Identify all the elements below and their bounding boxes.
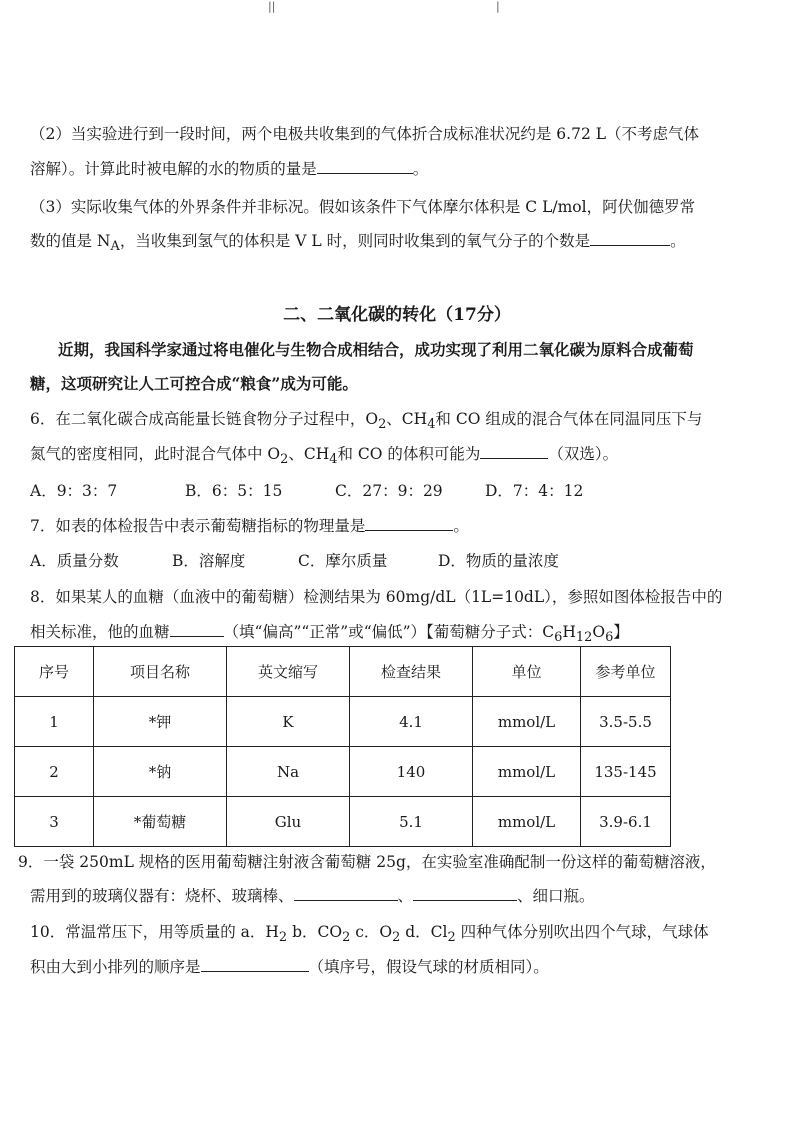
q10-line1 <box>30 920 709 945</box>
q7-end: 。 <box>453 517 469 535</box>
q10-line2 <box>30 955 549 977</box>
q10-text-a: 积由大到小排列的顺序是 <box>30 958 201 976</box>
q6-sub2: 2 <box>378 417 387 433</box>
q10-sub-cl2: 2 <box>447 930 456 946</box>
q2-end: 。 <box>412 160 429 178</box>
q6-l2a: 氮气的密度相同，此时混合气体中 O <box>30 445 281 463</box>
q3-end: 。 <box>670 232 686 250</box>
q8-text-e: 】 <box>613 623 629 641</box>
q3-sub: A <box>110 239 120 255</box>
q3-answer-blank[interactable] <box>590 231 670 246</box>
table-cell: mmol/L <box>473 747 581 797</box>
table-cell: 3 <box>15 797 94 847</box>
q7-options <box>30 549 559 571</box>
col-header-abbr: 英文缩写 <box>227 647 350 697</box>
q7-option-a[interactable]: A．质量分数 <box>30 552 119 570</box>
section-intro-2: 糖，这项研究让人工可控合成“粮食”成为可能。 <box>30 374 358 393</box>
q7-answer-blank[interactable] <box>365 516 453 531</box>
table-cell: *钠 <box>94 747 227 797</box>
q2-line1: （2）当实验进行到一段时间，两个电极共收集到的气体折合成标准状况约是 6.72 L（不考虑气体 <box>30 125 700 143</box>
q6-l2c: 和 CO 的体积可能为 <box>337 445 481 463</box>
q6-l1b: 、CH <box>386 410 428 428</box>
q7-option-b[interactable]: B．溶解度 <box>172 552 246 570</box>
q8-text-b: （填“偏高”“正常”或“偏低”）【葡萄糖分子式：C <box>223 623 555 641</box>
col-header-index: 序号 <box>15 647 94 697</box>
scan-mark-right: | <box>496 0 500 13</box>
q6-l2d: （双选）。 <box>548 445 619 463</box>
q8-text-a: 相关标准，他的血糖 <box>30 623 170 641</box>
q7-option-c[interactable]: C．摩尔质量 <box>298 552 388 570</box>
table-cell: Glu <box>227 797 350 847</box>
table-cell: K <box>227 697 350 747</box>
q6-line1 <box>30 407 702 432</box>
table-row <box>15 697 671 747</box>
table-cell: mmol/L <box>473 797 581 847</box>
scan-mark-left: || <box>268 0 276 13</box>
q3-line2 <box>30 229 686 254</box>
q10-sub-h2: 2 <box>278 930 288 946</box>
section-title: 二、二氧化碳的转化（17分） <box>283 305 511 325</box>
q6-option-b[interactable]: B．6：5：15 <box>185 482 283 500</box>
q6-line2 <box>30 442 618 467</box>
q10-c: c．O <box>350 923 393 941</box>
col-header-reference: 参考单位 <box>581 647 671 697</box>
q8-sub12: 12 <box>575 630 593 646</box>
section-intro-1: 近期，我国科学家通过将电催化与生物合成相结合，成功实现了利用二氧化碳为原料合成葡萄 <box>58 340 694 359</box>
q7-option-d[interactable]: D．物质的量浓度 <box>438 552 559 570</box>
table-cell: Na <box>227 747 350 797</box>
q2-text: 溶解）。计算此时被电解的水的物质的量是 <box>30 160 317 178</box>
q10-text-b: （填序号，假设气球的材质相同）。 <box>308 958 549 976</box>
table-cell: *钾 <box>94 697 227 747</box>
q2-answer-blank[interactable] <box>317 159 413 174</box>
q7-text: 7．如表的体检报告中表示葡萄糖指标的物理量是 <box>30 517 366 535</box>
q6-option-a[interactable]: A．9：3：7 <box>30 482 118 500</box>
table-cell: 5.1 <box>350 797 473 847</box>
q9-text-b: 、 <box>397 887 414 905</box>
q3-text-b: ，当收集到氢气的体积是 V L 时，则同时收集到的氧气分子的个数是 <box>119 232 591 250</box>
q6-options <box>30 479 583 501</box>
q10-d: d．Cl <box>400 923 448 941</box>
table-cell: 3.5-5.5 <box>581 697 671 747</box>
q9-answer-blank-1[interactable] <box>294 886 398 901</box>
q6-sub4: 4 <box>427 417 436 433</box>
q6-l1c: 和 CO 组成的混合气体在同温同压下与 <box>435 410 703 428</box>
medical-report-table <box>14 646 671 847</box>
q6-l1a: 6．在二氧化碳合成高能量长链食物分子过程中，O <box>30 410 379 428</box>
table-row <box>15 747 671 797</box>
q6-answer-blank[interactable] <box>480 444 548 459</box>
table-cell: 2 <box>15 747 94 797</box>
table-header-row <box>15 647 671 697</box>
q6-sub4b: 4 <box>329 452 338 468</box>
table-cell: mmol/L <box>473 697 581 747</box>
q6-sub2b: 2 <box>280 452 289 468</box>
col-header-item: 项目名称 <box>94 647 227 697</box>
q8-sub6a: 6 <box>554 630 563 646</box>
table-cell: 3.9-6.1 <box>581 797 671 847</box>
table-cell: 135-145 <box>581 747 671 797</box>
q8-sub6b: 6 <box>605 630 614 646</box>
q9-line2 <box>30 884 595 906</box>
q10-answer-blank[interactable] <box>201 957 309 972</box>
q8-line1: 8．如果某人的血糖（血液中的葡萄糖）检测结果为 60mg/dL（1L=10dL），参照如图体检报告中的 <box>30 588 723 606</box>
q10-sub-o2: 2 <box>392 930 401 946</box>
q6-option-d[interactable]: D．7：4：12 <box>485 482 584 500</box>
q8-text-d: O <box>592 623 606 641</box>
q8-text-c: H <box>562 623 576 641</box>
q3-text-a: 数的值是 N <box>30 232 111 250</box>
table-cell: 140 <box>350 747 473 797</box>
q10-b: b．CO <box>287 923 343 941</box>
q10-e: 四种气体分别吹出四个气球，气球体 <box>455 923 709 941</box>
q3-line1: （3）实际收集气体的外界条件并非标况。假如该条件下气体摩尔体积是 C L/mol，阿伏伽德罗常 <box>30 198 696 216</box>
q9-answer-blank-2[interactable] <box>413 886 517 901</box>
col-header-unit: 单位 <box>473 647 581 697</box>
q6-option-c[interactable]: C．27：9：29 <box>335 482 443 500</box>
table-cell: *葡萄糖 <box>94 797 227 847</box>
q6-l2b: 、CH <box>288 445 330 463</box>
q7-line1 <box>30 514 469 536</box>
table-cell: 1 <box>15 697 94 747</box>
q9-line1: 9．一袋 250mL 规格的医用葡萄糖注射液含葡萄糖 25g，在实验室准确配制一份这样的葡萄糖溶液， <box>18 853 716 871</box>
q9-text-c: 、细口瓶。 <box>517 887 595 905</box>
table-row <box>15 797 671 847</box>
q2-line2 <box>30 157 428 179</box>
col-header-result: 检查结果 <box>350 647 473 697</box>
table-cell: 4.1 <box>350 697 473 747</box>
q10-sub-co2: 2 <box>342 930 351 946</box>
q9-text-a: 需用到的玻璃仪器有：烧杯、玻璃棒、 <box>30 887 294 905</box>
q10-a: 10．常温常压下，用等质量的 a．H <box>30 923 279 941</box>
q8-line2 <box>30 620 629 645</box>
q8-answer-blank[interactable] <box>170 622 224 637</box>
